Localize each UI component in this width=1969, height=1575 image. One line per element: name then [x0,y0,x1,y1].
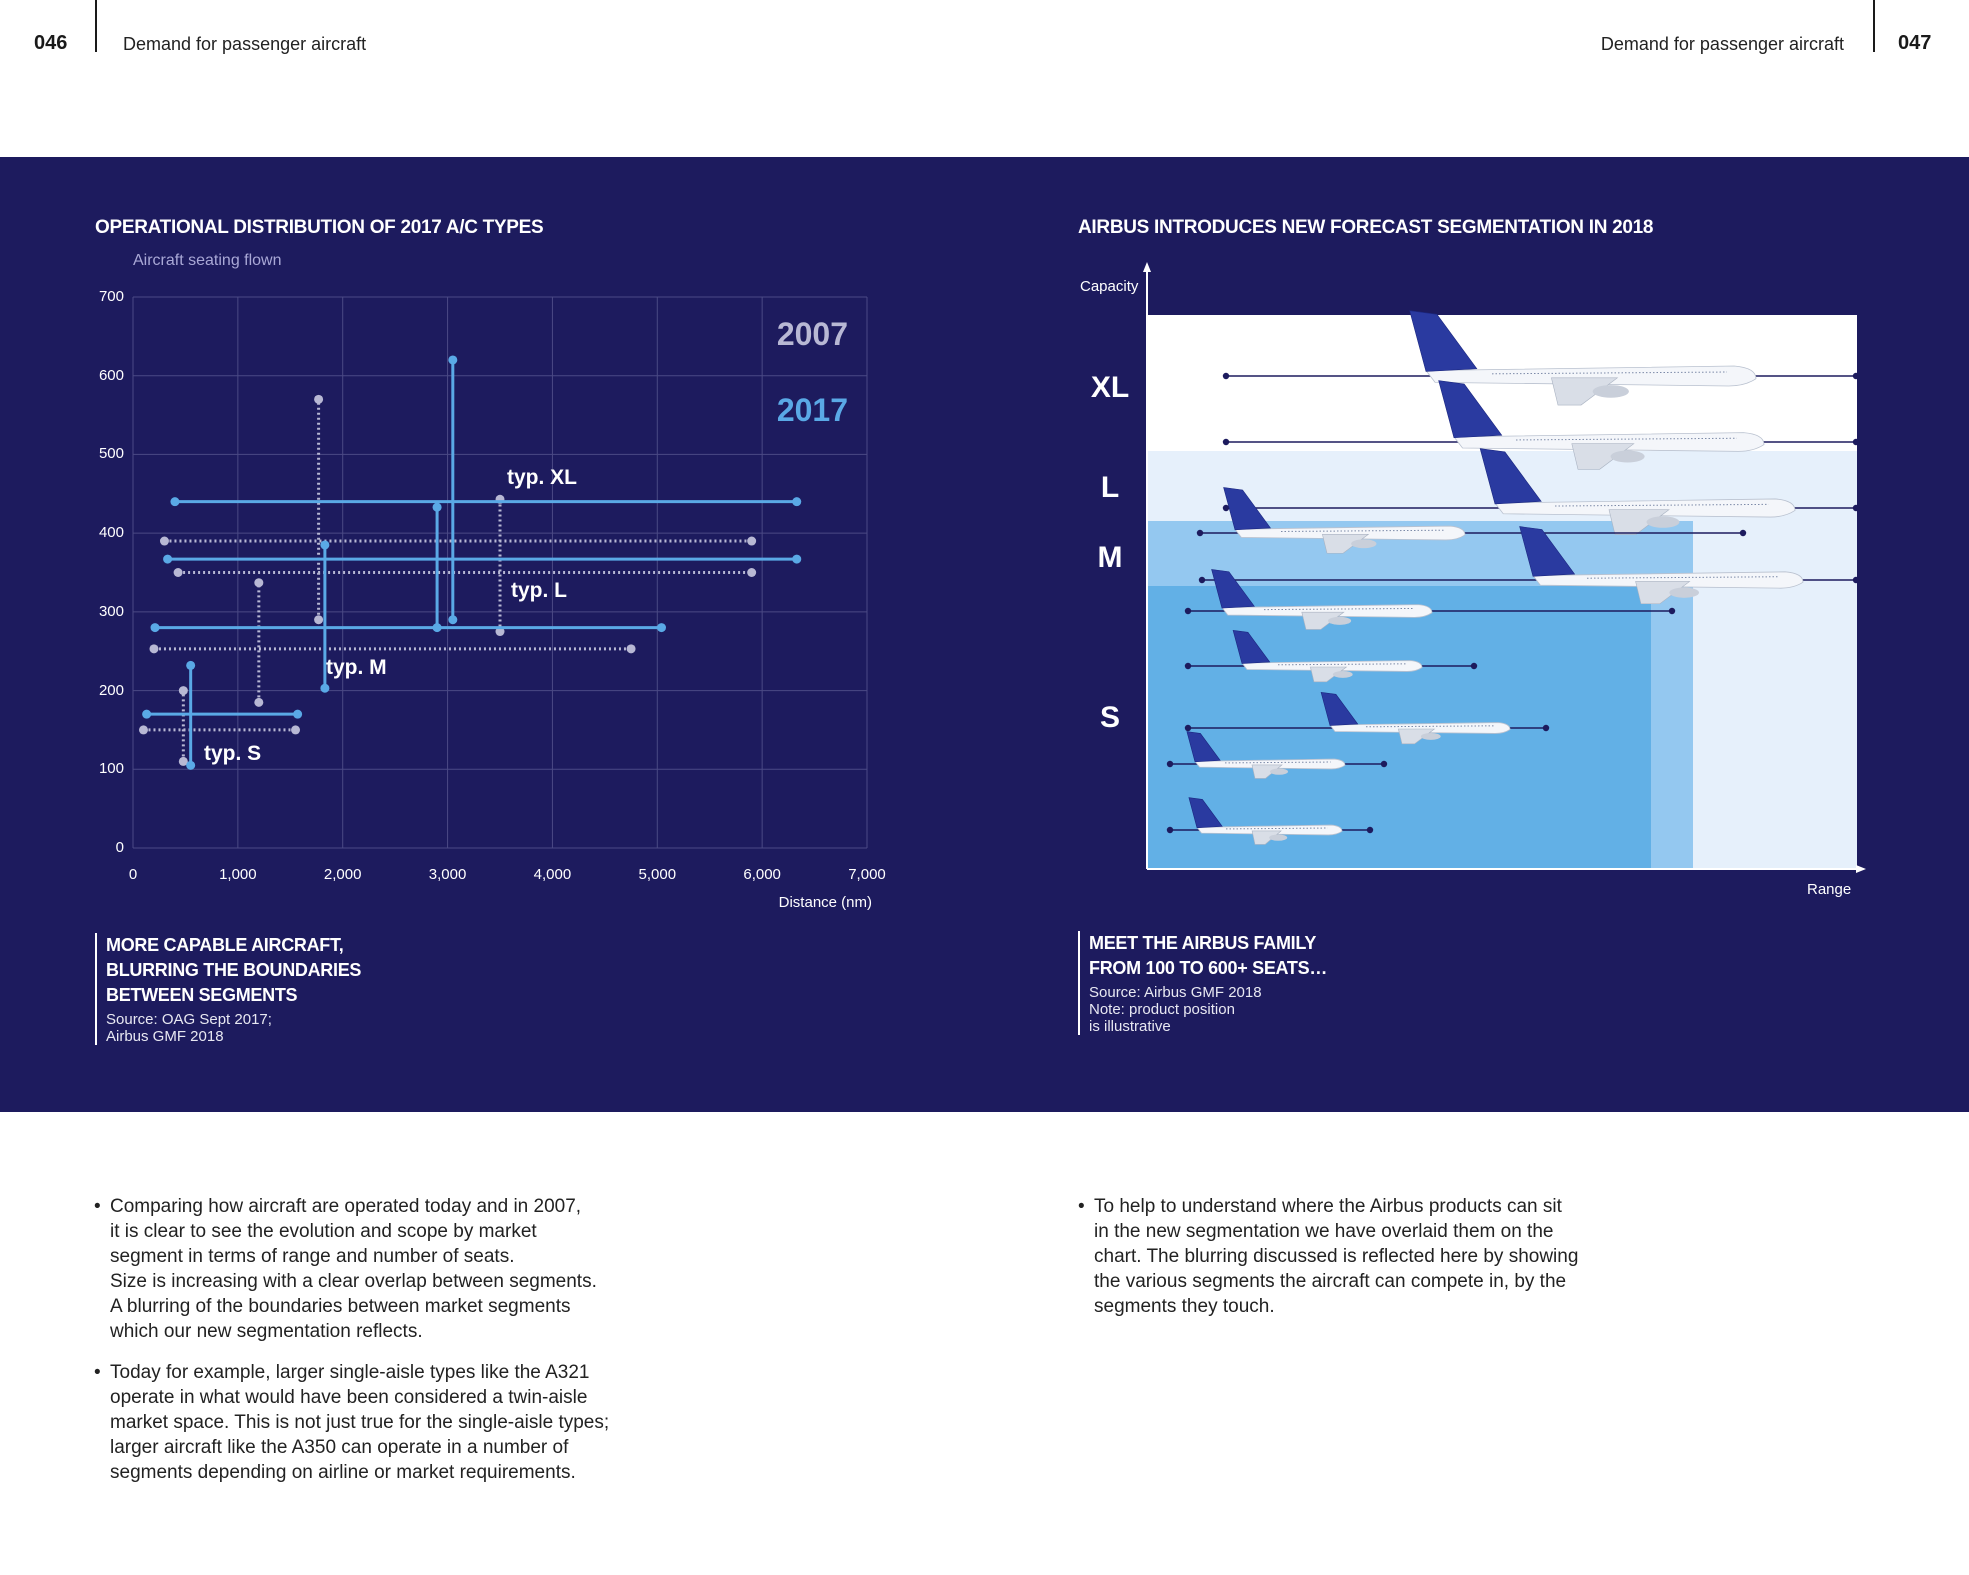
x-tick-label: 4,000 [533,866,572,883]
y-tick-label: 400 [98,524,124,542]
range-start-dot [1199,577,1205,583]
label-typ-s: typ. S [204,742,262,765]
capacity-axis-arrow [1143,262,1151,272]
x-tick-label: 3,000 [428,866,467,883]
range-start-dot [1185,663,1191,669]
right-chart-title: AIRBUS INTRODUCES NEW FORECAST SEGMENTATION IN 2018 [1078,217,1654,238]
range-start-dot [1185,725,1191,731]
engine [1333,671,1353,678]
body-left-bullet-2 [94,1360,609,1485]
left-chart-subtitle: Aircraft seating flown [133,252,282,269]
engine [1669,587,1699,597]
body-left-bullet-1 [94,1194,597,1344]
x-tick-label: 1,000 [219,866,257,883]
body-right-bullet-1 [1078,1194,1578,1319]
range-start-dot [1197,530,1203,536]
y-tick-label: 300 [98,602,124,620]
right-caption [1078,931,1327,1035]
legend-2017: 2017 [776,392,848,428]
capacity-label: Capacity [1080,278,1139,295]
range-start-dot [1185,608,1191,614]
right-page-title: Demand for passenger aircraft [1600,34,1844,54]
label-typ-l: typ. L [511,579,567,602]
engine [1421,733,1441,740]
text-line: A blurring of the boundaries between market segments [110,1296,571,1317]
right-caption-source-3: is illustrative [1089,1018,1171,1035]
engine [1328,617,1351,625]
text-line: market space. This is not just true for the single-aisle types; [110,1412,610,1433]
y-tick-label: 600 [98,366,124,384]
text-line: operate in what would have been considered a twin-aisle [110,1387,588,1408]
text-line: • To help to understand where the Airbus products can sit [1094,1196,1562,1217]
left-page-number: 046 [34,32,68,54]
label-typ-m: typ. M [326,656,387,679]
left-caption-source-2: Airbus GMF 2018 [106,1028,224,1045]
label-typ-xl: typ. XL [507,466,578,489]
range-end-dot [1853,505,1859,511]
range-axis-arrow [1856,865,1866,873]
text-line: the various segments the aircraft can compete in, by the [1094,1271,1567,1292]
range-end-dot [1740,530,1746,536]
x-axis-label: Distance (nm) [778,894,872,911]
range-end-dot [1853,373,1859,379]
text-line: larger aircraft like the A350 can operate in a number of [110,1437,569,1458]
y-tick-label: 100 [98,760,124,778]
range-end-dot [1669,608,1675,614]
text-line: • Comparing how aircraft are operated today and in 2007, [110,1196,582,1217]
text-line: which our new segmentation reflects. [110,1321,423,1342]
text-line: it is clear to see the evolution and scope by market [110,1221,537,1242]
x-tick-label: 6,000 [743,866,781,883]
text-line: Size is increasing with a clear overlap between segments. [110,1271,597,1292]
range-end-dot [1471,663,1477,669]
y-tick-label: 500 [98,445,124,463]
x-tick-label: 7,000 [848,866,886,883]
x-tick-label: 5,000 [638,866,677,883]
range-start-dot [1167,827,1173,833]
left-caption-line-1: MORE CAPABLE AIRCRAFT, [106,935,344,955]
range-end-dot [1381,761,1387,767]
left-caption-line-3: BETWEEN SEGMENTS [106,985,298,1005]
range-end-dot [1853,577,1859,583]
segment-label-s: S [1099,701,1121,734]
right-caption-line-2: FROM 100 TO 600+ SEATS… [1089,958,1328,978]
range-start-dot [1167,761,1173,767]
y-tick-label: 0 [115,839,124,856]
engine [1611,451,1645,463]
text-line: segments they touch. [1094,1296,1275,1317]
left-caption-line-2: BLURRING THE BOUNDARIES [106,960,362,980]
x-tick-label: 0 [128,866,138,883]
range-end-dot [1543,725,1549,731]
right-caption-source-1: Source: Airbus GMF 2018 [1089,984,1262,1001]
right-caption-line-1: MEET THE AIRBUS FAMILY [1089,933,1317,953]
range-start-dot [1223,373,1229,379]
engine [1647,516,1680,528]
text-line: • Today for example, larger single-aisle types like the A321 [110,1362,590,1383]
engine [1351,539,1376,548]
x-tick-label: 2,000 [323,866,362,883]
range-end-dot [1853,439,1859,445]
left-chart-title: OPERATIONAL DISTRIBUTION OF 2017 A/C TYPES [95,217,544,238]
range-end-dot [1367,827,1373,833]
text-line: segments depending on airline or market requirements. [110,1462,576,1483]
engine [1270,769,1288,775]
segment-label-m: M [1097,541,1123,574]
text-line: segment in terms of range and number of seats. [110,1246,515,1267]
y-tick-label: 200 [98,681,124,699]
range-label: Range [1807,881,1852,898]
text-line: chart. The blurring discussed is reflected here by showing [1094,1246,1579,1267]
right-caption-source-2: Note: product position [1089,1001,1235,1018]
text-line: in the new segmentation we have overlaid them on the [1094,1221,1554,1242]
left-caption-source-1: Source: OAG Sept 2017; [106,1011,272,1028]
left-page-title: Demand for passenger aircraft [123,34,367,54]
engine [1593,385,1629,398]
range-start-dot [1223,439,1229,445]
legend-2007: 2007 [776,316,848,352]
right-page-number: 047 [1898,32,1932,54]
segment-label-xl: XL [1090,371,1130,404]
engine [1269,835,1287,841]
y-tick-label: 700 [98,288,124,305]
segment-label-l: L [1100,471,1120,504]
